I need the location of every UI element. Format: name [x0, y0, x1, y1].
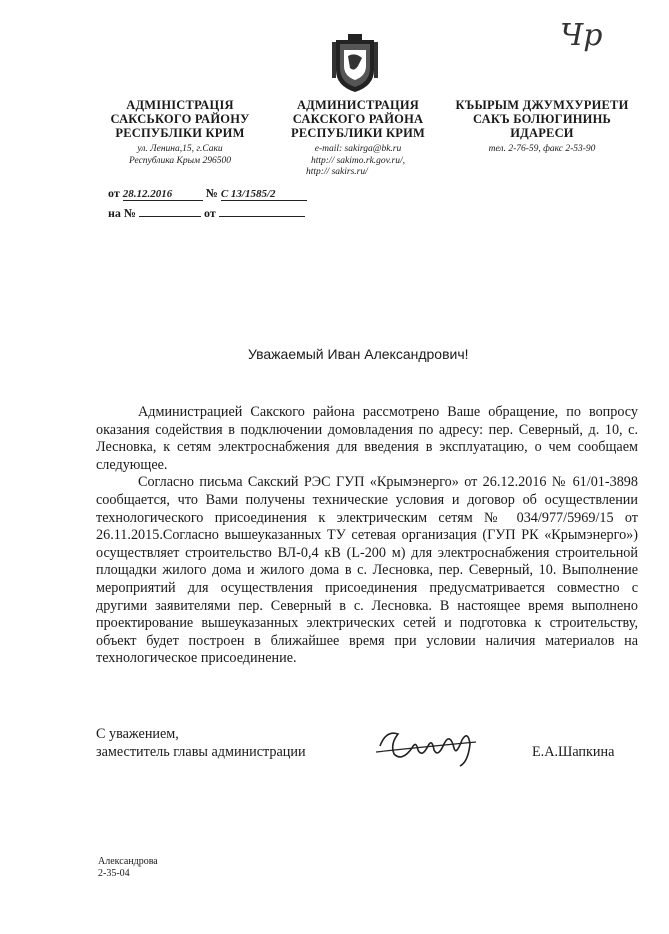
header-right-line-3: ИДАРЕСИ: [510, 126, 574, 140]
signature-name: Е.А.Шапкина: [532, 744, 615, 760]
body-paragraph-1: Администрацией Сакского района рассмотрено Ваше обращение, по вопросу оказания содействия в подключении домовладения по адресу: пер. Северный, д. 10, с. Лесновка, к сетям электроснабжения для введения в эксплуатацию, о чем сообщаем следующее.: [96, 404, 638, 473]
executor-phone: 2-35-04: [98, 868, 130, 879]
header-center-site-1: http:// sakimo.rk.gov.ru/,: [310, 155, 406, 166]
header-left-line-2: САКСЬКОГО РАЙОНУ: [110, 112, 250, 126]
handwritten-signature: [372, 722, 482, 768]
reg-na-blank: [139, 216, 201, 217]
reg-na-label: на №: [108, 206, 136, 220]
executor-name: Александрова: [98, 856, 158, 867]
header-left-ukrainian: [90, 98, 270, 167]
header-center-site-2: http:// sakirs.ru/: [306, 167, 368, 177]
signature-closing: С уважением,: [96, 726, 179, 742]
signature-position: заместитель главы администрации: [96, 744, 306, 760]
handwritten-corner-mark: Чр: [560, 18, 603, 53]
reg-ot2-label: от: [203, 206, 216, 220]
body-paragraph-2: Согласно письма Сакский РЭС ГУП «Крымэнерго» от 26.12.2016 № 61/01-3898 сообщается, что Вами получены технические условия и договор об осуществлении технологического присоединения к электрическим сетям № 034/977/5969/15 от 26.11.2015.Согласно вышеуказанных ТУ сетевая организация (ГУП РК «Крымэнерго») осуществляет строительство ВЛ-0,4 кВ (L-200 м) для электроснабжения строительной площадки жилого дома и жилого дома в с. Лесновка, пер. Северный, 10. Выполнение мероприятий для осуществления присоединения предусматривается совместно с другими заявителями пер. Северный в с. Лесновка. В настоящее время выполнено проектирование вышеуказанных электрических сетей и подготовка к строительству, объект будет построен в ближайшее время при условии наличия материалов на технологическое присоединение.: [96, 474, 638, 667]
header-center-line-1: АДМИНИСТРАЦИЯ: [296, 98, 420, 112]
letter-body: [96, 404, 638, 668]
header-left-address-1: ул. Ленина,15, г.Саки: [137, 144, 223, 154]
header-center-line-3: РЕСПУБЛИКИ КРИМ: [290, 126, 426, 140]
header-center-russian: [270, 98, 446, 179]
greeting: Уважаемый Иван Александрович!: [248, 346, 469, 362]
header-right-crimean-tatar: [442, 98, 642, 156]
reg-no-label: №: [205, 186, 218, 200]
registration-line-incoming: [108, 206, 305, 221]
header-left-address-2: Республика Крым 296500: [129, 155, 231, 166]
coat-of-arms-emblem: [330, 32, 380, 94]
header-right-line-2: САКЪ БОЛЮГИНИНЬ: [473, 112, 611, 126]
header-right-line-1: КЪЫРЫМ ДЖУМХУРИЕТИ: [455, 98, 629, 112]
reg-number-handwritten: С 13/1585/2: [221, 188, 307, 201]
header-center-line-2: САКСКОГО РАЙОНА: [292, 112, 424, 126]
reg-ot-label: от: [108, 186, 120, 200]
header-left-line-1: АДМІНІСТРАЦІЯ: [126, 98, 234, 112]
header-left-line-3: РЕСПУБЛІКИ КРИМ: [115, 126, 245, 140]
reg-date-handwritten: 28.12.2016: [123, 188, 203, 201]
reg-ot2-blank: [219, 216, 305, 217]
header-right-phone: тел. 2-76-59, факс 2-53-90: [488, 144, 596, 154]
header-center-email: e-mail: sakirga@bk.ru: [314, 144, 402, 154]
registration-line-outgoing: [108, 186, 308, 201]
